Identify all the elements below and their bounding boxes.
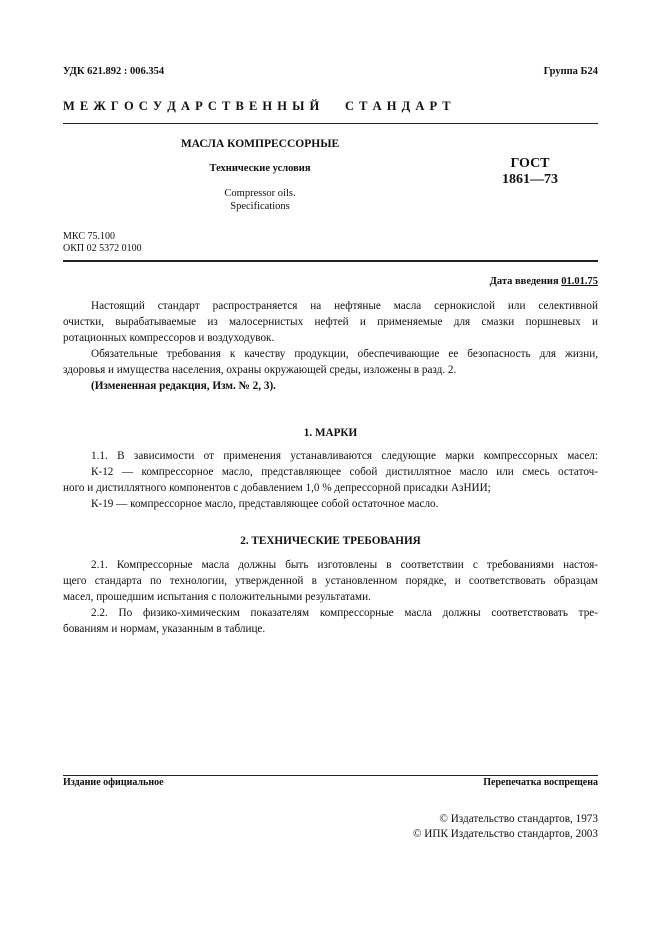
section-2-heading: 2. ТЕХНИЧЕСКИЕ ТРЕБОВАНИЯ [240, 535, 421, 547]
preamble [63, 298, 598, 394]
okp-code: ОКП 02 5372 0100 [63, 243, 142, 254]
section-2-line: щего стандарта по технологии, утвержденной в установленном порядке, и соответствовать образцам [63, 575, 598, 587]
document-subtitle: Технические условия [209, 163, 311, 174]
section-1-line: ного и дистиллятного компонентов с добавлением 1,0 % депрессорной присадки АзНИИ; [63, 482, 491, 494]
introduction-date-label: Дата введения [489, 276, 559, 287]
interstate-standard-banner: М Е Ж Г О С У Д А Р С Т В Е Н Н Ы Й С Т А Н Д А Р Т [63, 99, 452, 113]
footer-rule [63, 775, 598, 776]
preamble-line: Обязательные требования к качеству продукции, обеспечивающие ее безопасность для жизни, [91, 348, 598, 360]
section-2-line: 2.2. По физико-химическим показателям компрессорные масла должны соответствовать тре- [91, 607, 598, 619]
preamble-line: очистки, вырабатываемые из малосернистых нефтей и применяемые для смазки поршневых и [63, 316, 598, 328]
preamble-line: ротационных компрессоров и воздуходувок. [63, 332, 275, 344]
group-code: Группа Б24 [543, 66, 598, 77]
reprint-prohibited: Перепечатка воспрещена [483, 777, 598, 788]
copyright-line-2: © ИПК Издательство стандартов, 2003 [412, 828, 598, 840]
section-2-line: масел, прошедшим испытания с положительными результатами. [63, 591, 371, 603]
section-1-line: К-12 — компрессорное масло, представляющее собой дистиллятное масло или смесь остаточ- [91, 466, 598, 478]
section-1-body [63, 448, 598, 512]
section-1-heading: 1. МАРКИ [303, 427, 358, 439]
amendment-note: (Измененная редакция, Изм. № 2, 3). [91, 380, 276, 392]
introduction-date-value: 01.01.75 [561, 276, 598, 287]
introduction-date [490, 276, 598, 287]
copyright-block [413, 812, 598, 842]
gost-label: ГОСТ [510, 156, 550, 171]
official-edition: Издание официальное [63, 777, 164, 788]
section-2-line: бованиям и нормам, указанным в таблице. [63, 623, 266, 635]
gost-designation [470, 156, 590, 188]
section-1-line: 1.1. В зависимости от применения устанавливаются следующие марки компрессорных масел: [91, 450, 598, 462]
english-title-line-2: Specifications [230, 201, 290, 212]
english-title-line-1: Compressor oils. [224, 188, 296, 199]
section-1-line: К-19 — компрессорное масло, представляющее собой остаточное масло. [91, 498, 439, 510]
classification-codes [63, 231, 142, 255]
mks-code: МКС 75.100 [63, 231, 115, 242]
document-title: МАСЛА КОМПРЕССОРНЫЕ [180, 138, 340, 150]
preamble-line: здоровья и имущества населения, охраны окружающей среды, изложены в разд. 2. [63, 364, 457, 376]
section-2-line: 2.1. Компрессорные масла должны быть изготовлены в соответствии с требованиями настоя- [91, 559, 598, 571]
preamble-line: Настоящий стандарт распространяется на нефтяные масла сернокислой или селективной [91, 300, 598, 312]
gost-number: 1861—73 [502, 172, 558, 187]
title-block-rule [63, 260, 598, 262]
header-rule [63, 123, 598, 124]
copyright-line-1: © Издательство стандартов, 1973 [439, 813, 598, 825]
english-title [130, 187, 390, 213]
section-2-body [63, 557, 598, 637]
udk-code: УДК 621.892 : 006.354 [63, 66, 165, 77]
